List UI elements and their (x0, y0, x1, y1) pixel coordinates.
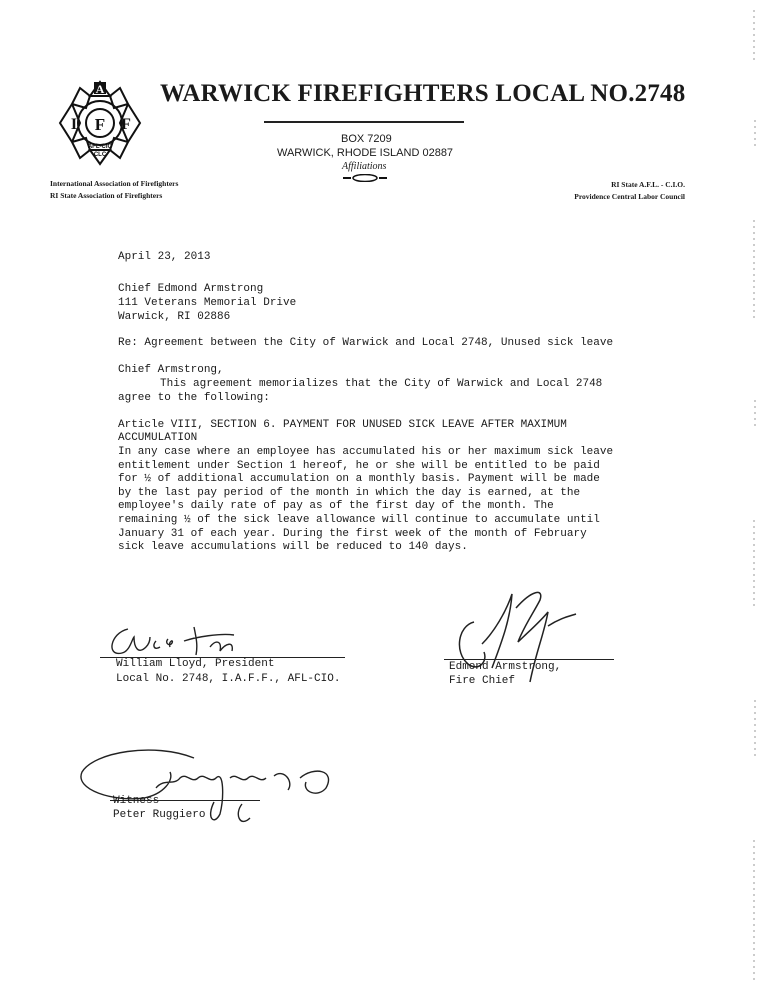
chief-signer-title: Fire Chief (449, 675, 516, 687)
org-title: WARWICK FIREFIGHTERS LOCAL NO.2748 (160, 80, 686, 107)
witness-name: Peter Ruggiero (113, 809, 206, 821)
salutation: Chief Armstrong, (118, 364, 224, 376)
letter-date: April 23, 2013 (118, 251, 211, 263)
article-body (118, 446, 618, 555)
logo-letter-i: I (70, 116, 78, 133)
chief-signer-name: Edmond Armstrong, (449, 661, 562, 673)
union-signer-name: William Lloyd, President (116, 658, 275, 670)
logo-letter-center: F (94, 115, 106, 134)
article-heading-1: Article VIII, SECTION 6. PAYMENT FOR UNUSED SICK LEAVE AFTER MAXIMUM (118, 419, 567, 431)
intro-line-2: agree to the following: (118, 392, 270, 404)
logo-letter-f: F (121, 116, 131, 133)
body-line: sick leave accumulations will be reduced to 140 days. (118, 541, 468, 554)
body-line: January 31 of each year. During the first week of the month of February (118, 527, 587, 540)
affiliation-right-1: RI State A.F.L. - C.I.O. (611, 180, 685, 189)
recipient-street: 111 Veterans Memorial Drive (118, 297, 297, 309)
body-line: for ½ of additional accumulation on a monthly basis. Payment will be made (118, 473, 600, 486)
affiliation-left-1: International Association of Firefighters (50, 179, 179, 188)
scan-edge-artifact (747, 0, 761, 998)
body-line: entitlement under Section 1 hereof, he or she will be entitled to be paid (118, 459, 600, 472)
logo-letter-a: A (95, 82, 105, 96)
recipient-name: Chief Edmond Armstrong (118, 283, 264, 295)
union-bug-icon (343, 174, 387, 182)
logo-aflcio: AFL-CIO (87, 144, 113, 150)
body-line: remaining ½ of the sick leave allowance will continue to accumulate until (118, 513, 600, 526)
header-rule (264, 121, 464, 123)
affiliations-label: Affiliations (342, 161, 387, 172)
city-line: WARWICK, RHODE ISLAND 02887 (277, 147, 454, 159)
recipient-city: Warwick, RI 02886 (118, 311, 231, 323)
intro-line-1: This agreement memorializes that the City of Warwick and Local 2748 (160, 378, 603, 390)
body-line: In any case where an employee has accumulated his or her maximum sick leave (118, 446, 614, 458)
witness-label: Witness (113, 795, 160, 807)
iaff-logo (50, 78, 150, 168)
body-line: employee's daily rate of pay as of the first day of the month. The (118, 500, 554, 513)
article-heading-2: ACCUMULATION (118, 432, 198, 444)
union-signer-title: Local No. 2748, I.A.F.F., AFL-CIO. (116, 673, 341, 685)
affiliation-right-2: Providence Central Labor Council (574, 192, 685, 201)
union-signature (100, 617, 280, 661)
affiliation-left-2: RI State Association of Firefighters (50, 191, 163, 200)
subject-line: Re: Agreement between the City of Warwick and Local 2748, Unused sick leave (118, 337, 614, 349)
body-line: by the last pay period of the month in which the day is earned, at the (118, 486, 581, 499)
po-box: BOX 7209 (341, 133, 392, 145)
logo-clc: CLC (93, 152, 107, 158)
